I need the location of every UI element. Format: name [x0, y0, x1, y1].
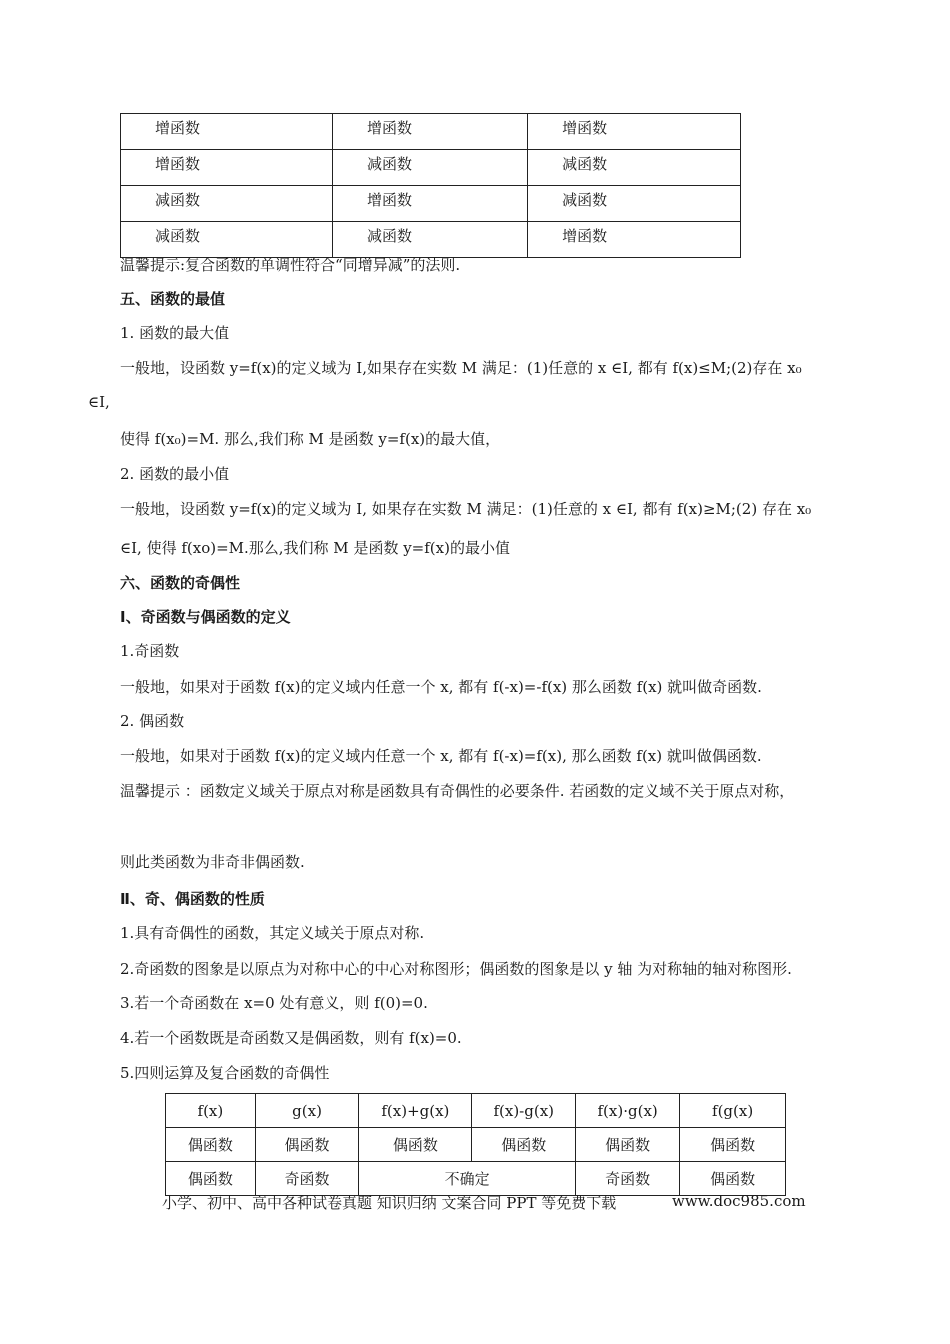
table-cell: 增函数: [528, 222, 741, 258]
table-row: [121, 186, 741, 222]
table-cell: 减函数: [528, 150, 741, 186]
parity-table: [165, 1093, 786, 1196]
paragraph-min-2: ∈I, 使得 f(xo)=M.那么,我们称 M 是函数 y=f(x)的最小值: [120, 539, 510, 557]
table-cell: 偶函数: [472, 1128, 576, 1162]
table-cell: 减函数: [121, 222, 333, 258]
heading-definitions: Ⅰ、奇函数与偶函数的定义: [120, 608, 291, 626]
table-cell: 增函数: [332, 186, 527, 222]
property-2: 2.奇函数的图象是以原点为对称中心的中心对称图形；偶函数的图象是以 y 轴 为对称轴的轴对称图形.: [120, 960, 792, 978]
paragraph-odd: 一般地，如果对于函数 f(x)的定义域内任意一个 x, 都有 f(-x)=-f(x) 那么函数 f(x) 就叫做奇函数.: [120, 678, 762, 696]
parity-table-row: [166, 1162, 786, 1196]
table-cell: 减函数: [332, 150, 527, 186]
table-cell: 偶函数: [166, 1128, 256, 1162]
footer-text: 小学、初中、高中各种试卷真题 知识归纳 文案合同 PPT 等免费下载: [162, 1194, 617, 1212]
tip-parity-1: 温馨提示 ：函数定义域关于原点对称是函数具有奇偶性的必要条件. 若函数的定义域不关于原点对称，: [120, 782, 795, 800]
table-cell: f(x): [166, 1094, 256, 1128]
table-cell: 偶函数: [680, 1162, 786, 1196]
parity-table-header-row: [166, 1094, 786, 1128]
property-5: 5.四则运算及复合函数的奇偶性: [120, 1064, 330, 1082]
subheading-odd: 1.奇函数: [120, 642, 180, 660]
paragraph-max-1: 一般地，设函数 y=f(x)的定义域为 I,如果存在实数 M 满足：(1)任意的 x ∈I, 都有 f(x)≤M;(2)存在 x₀: [120, 359, 802, 377]
table-cell: f(x)·g(x): [576, 1094, 680, 1128]
table-cell: 奇函数: [576, 1162, 680, 1196]
parity-table-row: [166, 1128, 786, 1162]
table-row: [121, 222, 741, 258]
tip-composite-monotonicity: 温馨提示:复合函数的单调性符合“同增异减”的法则.: [120, 256, 461, 274]
table-cell: 偶函数: [680, 1128, 786, 1162]
subheading-even: 2. 偶函数: [120, 712, 185, 730]
property-3: 3.若一个奇函数在 x=0 处有意义，则 f(0)=0.: [120, 994, 428, 1012]
table-cell: 偶函数: [359, 1128, 472, 1162]
heading-section-5: 五、函数的最值: [120, 290, 226, 308]
paragraph-max-3: 使得 f(x₀)=M. 那么,我们称 M 是函数 y=f(x)的最大值，: [120, 430, 501, 448]
table-cell: g(x): [255, 1094, 359, 1128]
heading-section-6: 六、函数的奇偶性: [120, 574, 241, 592]
table-row: [121, 114, 741, 150]
paragraph-max-2: ∈I,: [88, 393, 110, 411]
table-cell: 增函数: [121, 150, 333, 186]
table-row: [121, 150, 741, 186]
table-cell: 增函数: [528, 114, 741, 150]
property-1: 1.具有奇偶性的函数，其定义域关于原点对称.: [120, 924, 425, 942]
table-cell: 奇函数: [255, 1162, 359, 1196]
tip-parity-2: 则此类函数为非奇非偶函数.: [120, 853, 305, 871]
property-4: 4.若一个函数既是奇函数又是偶函数，则有 f(x)=0.: [120, 1029, 462, 1047]
table-cell: 偶函数: [255, 1128, 359, 1162]
paragraph-min-1: 一般地，设函数 y=f(x)的定义域为 I, 如果存在实数 M 满足：(1)任意的 x ∈I, 都有 f(x)≥M;(2) 存在 x₀: [120, 500, 812, 518]
table-cell: 减函数: [121, 186, 333, 222]
table-cell: 偶函数: [166, 1162, 256, 1196]
heading-properties: Ⅱ、奇、偶函数的性质: [120, 890, 265, 908]
footer-url: www.doc985.com: [672, 1192, 806, 1210]
table-cell: 不确定: [359, 1162, 576, 1196]
table-cell: f(x)+g(x): [359, 1094, 472, 1128]
table-cell: 减函数: [332, 222, 527, 258]
table-cell: 减函数: [528, 186, 741, 222]
table-cell: 增函数: [121, 114, 333, 150]
monotonicity-table: [120, 113, 741, 258]
table-cell: f(g(x): [680, 1094, 786, 1128]
paragraph-even: 一般地，如果对于函数 f(x)的定义域内任意一个 x, 都有 f(-x)=f(x), 那么函数 f(x) 就叫做偶函数.: [120, 747, 762, 765]
table-cell: 增函数: [332, 114, 527, 150]
subheading-max: 1. 函数的最大值: [120, 324, 230, 342]
subheading-min: 2. 函数的最小值: [120, 465, 230, 483]
table-cell: 偶函数: [576, 1128, 680, 1162]
table-cell: f(x)-g(x): [472, 1094, 576, 1128]
